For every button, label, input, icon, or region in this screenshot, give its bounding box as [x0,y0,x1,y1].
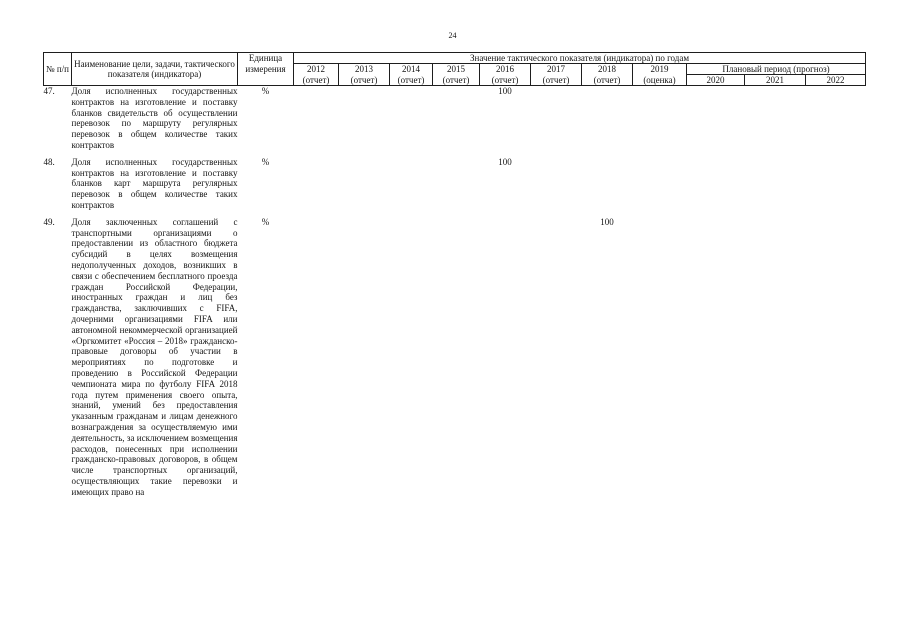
header-year-2018: 2018 (отчет) [582,64,633,86]
indicator-value [339,86,390,151]
indicator-value [582,86,633,151]
indicator-value [687,86,745,151]
indicator-value [339,217,390,498]
header-num: № п/п [44,53,72,86]
indicator-name: Доля исполненных государственных контрактов на изготовление и поставку бланков свидетельств об осуществлении перевозок по маршруту регулярных перевозок в общем количестве таких контрактов [71,86,238,150]
row-number: 48. [43,156,55,167]
indicator-value [531,86,582,151]
indicator-value [745,217,806,498]
header-year-2014: 2014 (отчет) [390,64,433,86]
table-row [44,217,866,498]
header-year-2012: 2012 (отчет) [294,64,339,86]
indicator-value [745,86,806,151]
indicators-table [43,52,866,497]
indicator-value: 100 [498,156,512,167]
row-number: 47. [43,86,55,96]
header-year-2016: 2016 (отчет) [480,64,531,86]
header-plan-2021: 2021 [745,75,806,86]
indicator-value [806,86,866,151]
table-row [44,157,866,211]
indicator-value [433,217,480,498]
indicator-value [390,217,433,498]
indicator-value: 100 [498,86,512,96]
table-row [44,86,866,151]
indicator-value [531,217,582,498]
indicator-unit: % [261,216,270,227]
header-unit: Единица измерения [238,53,294,86]
indicator-value [294,217,339,498]
indicator-value [339,157,390,211]
indicator-value [633,157,687,211]
header-year-2013: 2013 (отчет) [339,64,390,86]
indicator-value [582,157,633,211]
indicator-value [480,217,531,498]
header-plan-2022: 2022 [806,75,866,86]
header-plan-title: Плановый период (прогноз) [687,64,866,75]
indicator-value: 100 [600,216,614,227]
indicator-unit: % [261,156,270,167]
header-values-title: Значение тактического показателя (индикатора) по годам [294,53,866,64]
indicator-value [687,157,745,211]
indicator-value [294,157,339,211]
indicator-unit: % [261,86,270,96]
indicator-value [687,217,745,498]
page-number: 24 [448,31,457,40]
indicator-value [745,157,806,211]
indicator-value [633,217,687,498]
indicator-name: Доля заключенных соглашений с транспортными организациями о предоставлении из областного бюджета субсидий в целях возмещения недополученных доходов, возникших в связи с обеспечением бесплатного проезда граждан Российской Федерации, иностранных граждан и лиц без гражданства, заключивших с FIFA, дочерними организациями FIFA или автономной некоммерческой организацией «Оргкомитет «Россия – 2018» гражданско-правовые договоры об участии в мероприятиях по подготовке и проведению в Российской Федерации чемпионата мира по футболу FIFA 2018 года путем применения своего опыта, знаний, умений без предоставления указанным гражданам и лицам денежного вознаграждения за осуществляемую ими деятельность, за исключением возмещения расходов, понесенных при исполнении гражданско-правовых договоров, в общем числе транспортных организаций, осуществляющих такие перевозки и имеющих право на [71,216,238,497]
indicator-value [531,157,582,211]
header-year-2019: 2019 (оценка) [633,64,687,86]
header-year-2017: 2017 (отчет) [531,64,582,86]
header-plan-2020: 2020 [687,75,745,86]
header-year-2015: 2015 (отчет) [433,64,480,86]
indicator-value [294,86,339,151]
indicator-value [433,157,480,211]
indicator-value [806,157,866,211]
indicator-value [806,217,866,498]
indicator-value [433,86,480,151]
row-number: 49. [43,216,55,227]
indicator-name: Доля исполненных государственных контрактов на изготовление и поставку бланков карт маршрута регулярных перевозок в общем количестве таких контрактов [71,156,238,210]
table-body [44,86,866,498]
indicator-value [390,86,433,151]
header-name: Наименование цели, задачи, тактического показателя (индикатора) [72,53,238,86]
table-header [44,53,866,86]
indicator-value [390,157,433,211]
indicator-value [633,86,687,151]
